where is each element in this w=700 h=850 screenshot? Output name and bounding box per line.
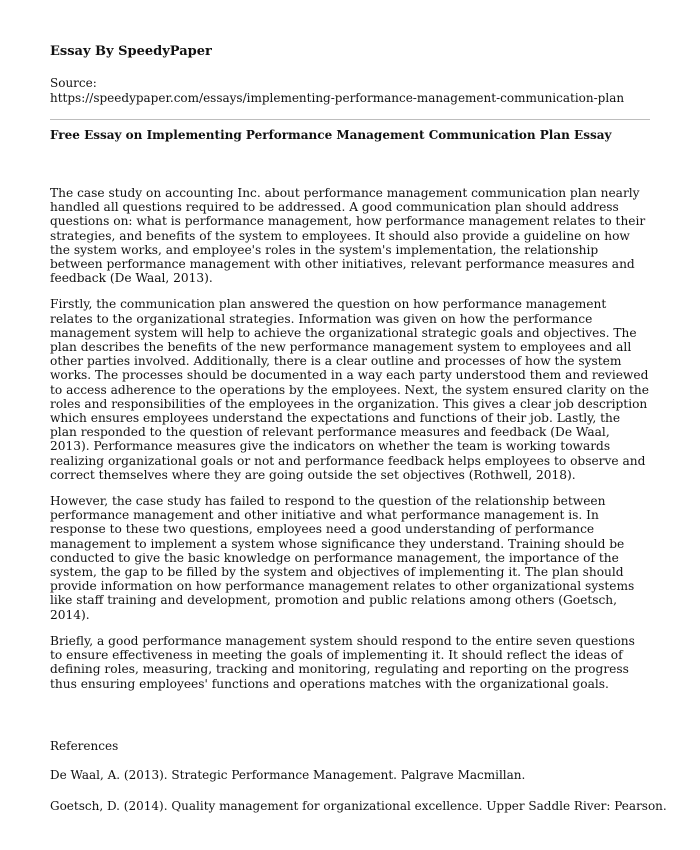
source-block	[50, 76, 650, 106]
references-heading: References	[50, 738, 119, 753]
reference-item: Goetsch, D. (2014). Quality management for organizational excellence. Upper Saddle River: Pearson.	[50, 798, 667, 813]
site-heading: Essay By SpeedyPaper	[50, 44, 212, 59]
essay-paragraph-4: Briefly, a good performance management system should respond to the entire seven questions to ensure effectiveness in meeting the goals of implementing it. It should reflect the ideas of defining roles, measuring, tracking and monitoring, regulating and reporting on the progress thus ensuring employees' functions and operations matches with the organizational goals.	[50, 633, 635, 691]
source-label: Source:	[50, 76, 97, 90]
essay-body	[50, 186, 650, 691]
essay-paragraph-2: Firstly, the communication plan answered the question on how performance management relates to the organizational strategies. Information was given on how the performance management system will help to achieve the organizational strategic goals and objectives. The plan describes the benefits of the new performance management system to employees and all other parties involved. Additionally, there is a clear outline and processes of how the system works. The processes should be documented in a way each party understood them and reviewed to access adherence to the operations by the employees. Next, the system ensured clarity on the roles and responsibilities of the employees in the organization. This gives a clear job description which ensures employees understand the expectations and functions of their job. Lastly, the plan responded to the question of relevant performance measures and feedback (De Waal, 2013). Performance measures give the indicators on whether the team is working towards realizing organizational goals or not and performance feedback helps employees to observe and correct themselves where they are going outside the set objectives (Rothwell, 2018).	[50, 297, 649, 482]
header-divider	[50, 119, 650, 120]
essay-title: Free Essay on Implementing Performance Management Communication Plan Essay	[50, 128, 612, 142]
source-url[interactable]: https://speedypaper.com/essays/implementing-performance-management-communication-plan	[50, 91, 625, 105]
references-list	[50, 767, 667, 814]
essay-paragraph-1: The case study on accounting Inc. about performance management communication plan nearly handled all questions required to be addressed. A good communication plan should address questions on: what is performance management, how performance management relates to their strategies, and benefits of the system to employees. It should also provide a guideline on how the system works, and employee's roles in the system's implementation, the relationship between performance management with other initiatives, relevant performance measures and feedback (De Waal, 2013).	[50, 186, 646, 286]
essay-paragraph-3: However, the case study has failed to respond to the question of the relationship between performance management and other initiative and what performance management is. In response to these two questions, employees need a good understanding of performance management to implement a system whose significance they understand. Training should be conducted to give the basic knowledge on performance management, the importance of the system, the gap to be filled by the system and objectives of implementing it. The plan should provide information on how performance management relates to other organizational systems like staff training and development, promotion and public relations among others (Goetsch, 2014).	[50, 494, 635, 622]
reference-item: De Waal, A. (2013). Strategic Performance Management. Palgrave Macmillan.	[50, 767, 526, 782]
